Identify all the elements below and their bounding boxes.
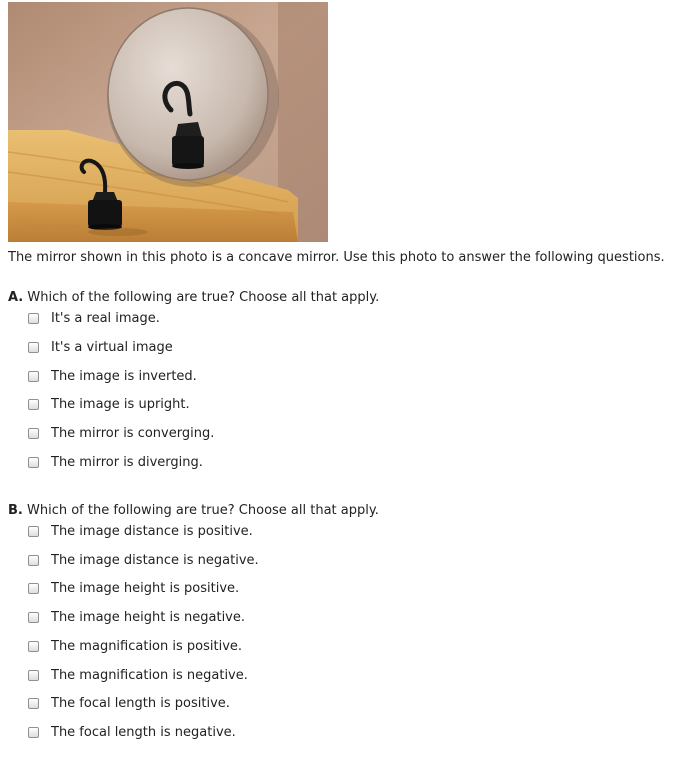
option-label: The image is upright. — [51, 396, 190, 412]
option-a-6[interactable] — [28, 453, 203, 471]
option-label: The focal length is negative. — [51, 724, 236, 740]
checkbox[interactable] — [28, 555, 39, 566]
question-a-prompt: Which of the following are true? Choose all that apply. — [27, 290, 380, 305]
option-b-5[interactable] — [28, 637, 242, 655]
option-b-7[interactable] — [28, 694, 230, 712]
option-a-2[interactable] — [28, 338, 173, 356]
option-label: The magnification is positive. — [51, 638, 243, 654]
checkbox[interactable] — [28, 526, 39, 537]
question-a-letter: A. — [8, 290, 24, 305]
option-b-4[interactable] — [28, 608, 245, 626]
option-a-5[interactable] — [28, 424, 214, 442]
option-b-8[interactable] — [28, 723, 236, 741]
checkbox[interactable] — [28, 313, 39, 324]
option-label: The mirror is diverging. — [51, 454, 203, 470]
intro-text: The mirror shown in this photo is a concave mirror. Use this photo to answer the following questions. — [8, 250, 665, 265]
question-b-title — [8, 503, 379, 518]
checkbox[interactable] — [28, 727, 39, 738]
checkbox[interactable] — [28, 399, 39, 410]
question-b-letter: B. — [8, 503, 23, 518]
checkbox[interactable] — [28, 371, 39, 382]
option-b-3[interactable] — [28, 579, 239, 597]
checkbox[interactable] — [28, 698, 39, 709]
option-label: The image distance is positive. — [51, 523, 253, 539]
option-label: The magnification is negative. — [51, 667, 248, 683]
option-label: The mirror is converging. — [51, 425, 215, 441]
option-label: The image height is positive. — [51, 580, 240, 596]
question-a-title — [8, 290, 379, 305]
option-label: The image distance is negative. — [51, 552, 259, 568]
option-label: It's a virtual image — [51, 339, 173, 355]
option-b-1[interactable] — [28, 522, 253, 540]
checkbox[interactable] — [28, 583, 39, 594]
option-b-2[interactable] — [28, 551, 259, 569]
question-b-prompt: Which of the following are true? Choose all that apply. — [27, 503, 379, 518]
checkbox[interactable] — [28, 670, 39, 681]
checkbox[interactable] — [28, 428, 39, 439]
option-label: The image height is negative. — [51, 609, 246, 625]
option-b-6[interactable] — [28, 666, 248, 684]
option-a-4[interactable] — [28, 395, 190, 413]
checkbox[interactable] — [28, 457, 39, 468]
checkbox[interactable] — [28, 641, 39, 652]
option-label: It's a real image. — [51, 310, 160, 326]
mirror-photo — [8, 2, 328, 242]
option-label: The focal length is positive. — [51, 695, 230, 711]
option-a-3[interactable] — [28, 367, 197, 385]
checkbox[interactable] — [28, 342, 39, 353]
option-a-1[interactable] — [28, 309, 160, 327]
option-label: The image is inverted. — [51, 368, 197, 384]
checkbox[interactable] — [28, 612, 39, 623]
